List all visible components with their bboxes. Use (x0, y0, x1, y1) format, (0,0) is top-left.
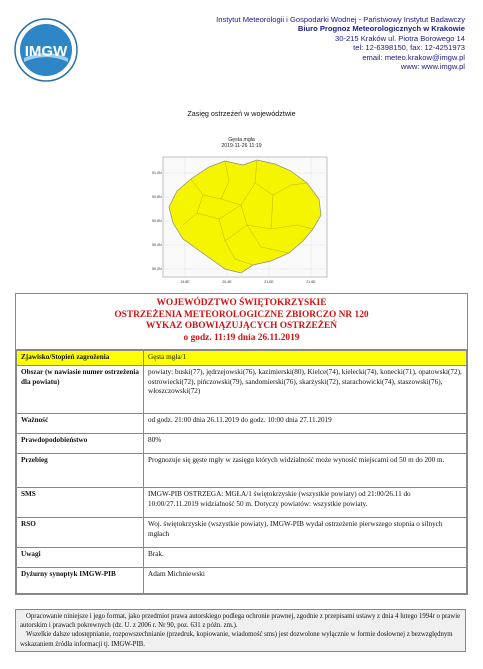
table-row (17, 487, 467, 517)
forecaster-label: Dyżurny synoptyk IMGW-PIB (17, 567, 144, 593)
banner-time: o godz. 11:19 dnia 26.11.2019 (183, 332, 300, 343)
validity-value: od godz. 21:00 dnia 26.11.2019 do godz. 10:00 dnia 27.11.2019 (144, 413, 467, 433)
map-x-tick: 21.0E (264, 280, 274, 284)
map-section-title: Zasięg ostrzeżeń w województwie (187, 109, 296, 118)
area-value: powiaty: buski(77), jędrzejowski(76), kazimierski(80), Kielce(74), kielecki(74), konecki(71), opatowski(72), ostrowiecki(72), pińczowski(79), sandomierski(76), skarżyski(72), starachowicki(74), staszowski(76), włoszczowski(72) (144, 365, 467, 413)
course-value: Prognozuje się gęste mgły w zasięgu których widzialność może wynosić miejscami od 50 m do 200 m. (144, 453, 467, 487)
address: 30-215 Kraków ul. Piotra Borowego 14 (334, 33, 465, 43)
sms-label: SMS (17, 487, 144, 517)
map-y-tick: 50.4N (152, 243, 162, 248)
map-y-tick: 50.6N (152, 219, 162, 224)
www-link[interactable]: www: www.imgw.pl (400, 62, 465, 72)
validity-label: Ważność (17, 413, 144, 433)
forecaster-value: Adam Michniewski (144, 567, 467, 593)
map-y-tick: 50.2N (152, 267, 162, 272)
warning-table (16, 350, 467, 594)
probability-label: Prawdopodobieństwo (17, 433, 144, 453)
email-link[interactable]: email: meteo.krakow@imgw.pl (362, 52, 465, 62)
hazard-value: Gęsta mgła/1 (144, 351, 467, 366)
imgw-logo (14, 18, 78, 82)
map-x-tick: 19.8E (180, 280, 190, 284)
office-name: Biuro Prognoz Meteorologicznych w Krakowie (297, 24, 465, 34)
warning-map (151, 155, 331, 287)
map-y-tick: 50.8N (152, 195, 162, 200)
institute-header (216, 15, 465, 71)
copyright-paragraph: Opracowanie niniejsze i jego format, jako przedmiot prawa autorskiego podlega ochronie prawnej, zgodnie z przepisami ustawy z dnia 4 lutego 1994r o prawie autorskim i prawach pokrewnych (dz. U. z 2006 r. Nr 90, poz. 631 z późn. zm.). (20, 613, 461, 630)
table-row (17, 547, 467, 567)
banner-region: WOJEWÓDZTWO ŚWIĘTOKRZYSKIE (156, 298, 327, 308)
table-row (17, 413, 467, 433)
remarks-value: Brak. (144, 547, 467, 567)
rso-value: Woj. świętokrzyskie (wszystkie powiaty), IMGW-PIB wydał ostrzeżenie pierwszego stopnia o silnych mgłach (144, 517, 467, 547)
table-row (17, 517, 467, 547)
course-label: Przebieg (17, 453, 144, 487)
map-x-tick: 20.4E (222, 280, 232, 284)
rso-label: RSO (17, 517, 144, 547)
map-x-tick: 21.6E (306, 280, 316, 284)
distribution-paragraph: Wszelkie dalsze udostępnianie, rozpowszechnianie (przedruk, kopiowanie, wiadomość sms) jest dozwolone wyłącznie w formie dosłownej z bezwzględnym wskazaniem źródła informacji tj. IMGW-PIB. (20, 631, 453, 648)
table-row (17, 567, 467, 593)
logo-text: IMGW (24, 43, 68, 60)
phone: tel: 12-6398150, fax: 12-4251973 (353, 43, 465, 53)
sms-value: IMGW-PIB OSTRZEGA: MGŁA/1 świętokrzyskie (wszystkie powiaty) od 21:00/26.11 do 10:00/27.11.2019 widzialność 50 m. Dotyczy powiatów: wszystkie powiaty. (144, 487, 467, 517)
probability-value: 80% (144, 433, 467, 453)
table-row (17, 453, 467, 487)
table-row (17, 365, 467, 413)
table-row (17, 351, 467, 366)
institute-name: Instytut Meteorologii i Gospodarki Wodnej - Państwowy Instytut Badawczy (216, 15, 465, 24)
copyright-note (15, 609, 466, 652)
banner-summary: OSTRZEŻENIA METEOROLOGICZNE ZBIORCZO NR 120 (114, 309, 369, 320)
map-caption: Gęsta mgła (228, 137, 255, 143)
hazard-label: Zjawisko/Stopień zagrożenia (17, 351, 144, 366)
warning-document (15, 293, 468, 595)
map-date: 2019-11-26 11:19 (221, 143, 262, 149)
area-label: Obszar (w nawiasie numer ostrzeżenia dla powiatu) (17, 365, 144, 413)
warning-banner (16, 294, 467, 350)
banner-list-title: WYKAZ OBOWIĄZUJĄCYCH OSTRZEŻEŃ (145, 321, 338, 332)
remarks-label: Uwagi (17, 547, 144, 567)
table-row (17, 433, 467, 453)
map-y-tick: 51.0N (152, 171, 162, 176)
